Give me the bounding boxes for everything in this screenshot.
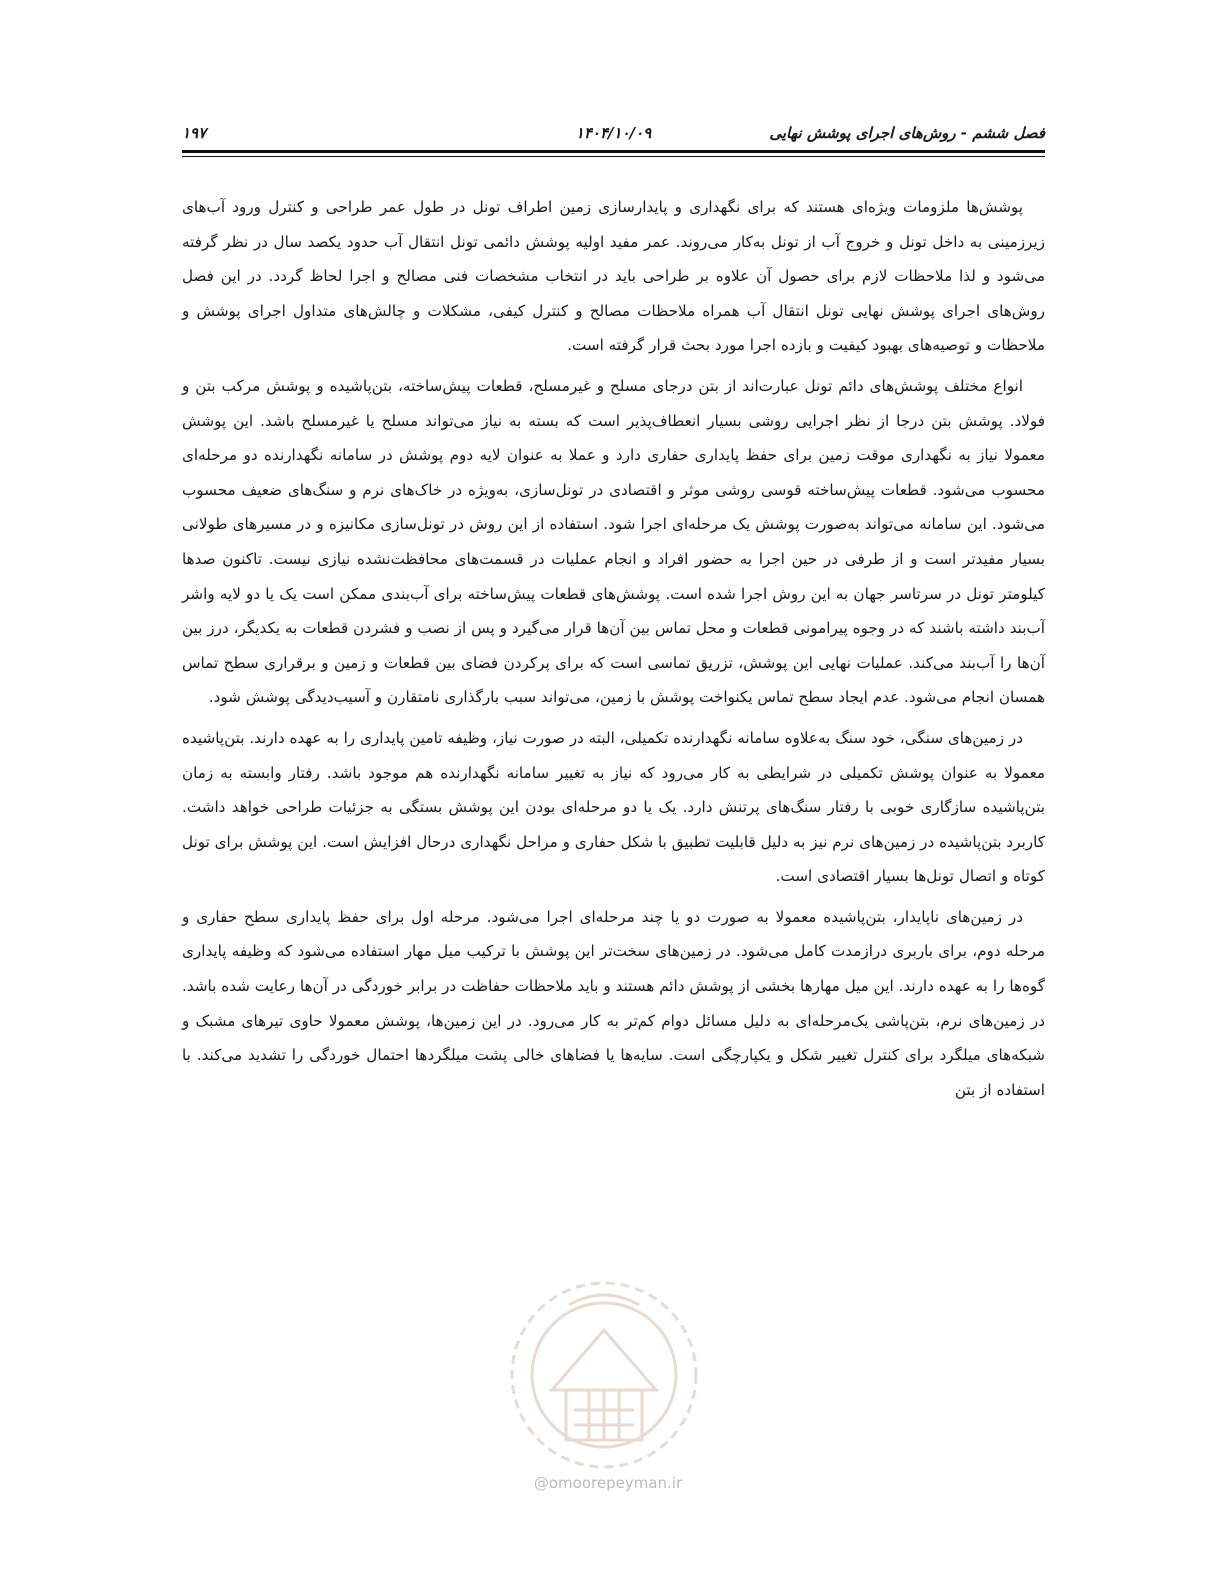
page-number: ۱۹۷ xyxy=(182,124,207,142)
paragraph-1: پوشش‌ها ملزومات ویژه‌ای هستند که برای نگهداری و پایدارسازی زمین اطراف تونل در طول عمر طراحی و کنترل ورود آب‌های زیرزمینی به داخل تونل و خروج آب از تونل به‌کار می‌روند. عمر مفید اولیه پوشش دائمی تونل انتقال آب حدود یکصد سال در نظر گرفته می‌شود و لذا ملاحظات لازم برای حصول آن علاوه بر طراحی باید در انتخاب مشخصات فنی مصالح و اجرا لحاظ گردد. در این فصل روش‌های اجرای پوشش نهایی تونل انتقال آب همراه ملاحظات مصالح و کنترل کیفی، مشکلات و چالش‌های متداول اجرای پوشش و ملاحظات و توصیه‌های بهبود کیفیت و بازده اجرا مورد بحث قرار گرفته است. xyxy=(182,198,1045,355)
header-rule-thick xyxy=(182,150,1045,153)
paragraph-4: در زمین‌های ناپایدار، بتن‌پاشیده معمولا به صورت دو یا چند مرحله‌ای اجرا می‌شود. مرحله اول برای حفظ پایداری سطح حفاری و مرحله دوم، برای باربری درازمدت کامل می‌شود. در زمین‌های سخت‌تر این پوشش با ترکیب میل مهار استفاده می‌شود که وظیفه پایداری گوه‌ها را به عهده دارند. این میل مهارها بخشی از پوشش دائم هستند و باید ملاحظات حفاظت در برابر خوردگی در آن‌ها رعایت شده باشد. در زمین‌های نرم، بتن‌پاشی یک‌مرحله‌ای به دلیل مسائل دوام کم‌تر به کار می‌رود. در این زمین‌ها، پوشش معمولا حاوی تیرهای مشبک و شبکه‌های میلگرد برای کنترل تغییر شکل و یکپارچگی است. سایه‌ها یا فضاهای خالی پشت میلگردها احتمال خوردگی را تشدید می‌کند. با استفاده از بتن xyxy=(182,907,1045,1099)
paragraph-2: انواع مختلف پوشش‌های دائم تونل عبارت‌اند از بتن درجای مسلح و غیرمسلح، قطعات پیش‌ساخته، بتن‌پاشیده و پوشش مرکب بتن و فولاد. پوشش بتن درجا از نظر اجرایی روشی بسیار انعطاف‌پذیر است که بسته به نیاز می‌تواند مسلح یا غیرمسلح باشد. این پوشش معمولا نیاز به نگهداری موقت زمین برای حفظ پایداری حفاری دارد و عملا به عنوان لایه دوم پوشش در سامانه نگهدارنده دو مرحله‌ای محسوب می‌شود. قطعات پیش‌ساخته قوسی روشی موثر و اقتصادی در تونل‌سازی، به‌ویژه در خاک‌های نرم و سنگ‌های ضعیف محسوب می‌شود. این سامانه می‌تواند به‌صورت پوشش یک مرحله‌ای اجرا شود. استفاده از این روش در تونل‌سازی مکانیزه و در مسیرهای طولانی بسیار مفیدتر است و از طرفی در حین اجرا به حضور افراد و انجام عملیات در قسمت‌های محافظت‌نشده نیازی نیست. تاکنون صدها کیلومتر تونل در سرتاسر جهان به این روش اجرا شده است. پوشش‌های قطعات پیش‌ساخته برای آب‌بندی ممکن است یک یا دو لایه واشر آب‌بند داشته باشند که در وجوه پیرامونی قطعات و محل تماس بین آن‌ها قرار می‌گیرد و پس از نصب و فشردن قطعات به یکدیگر، درز بین آن‌ها را آب‌بند می‌کند. عملیات نهایی این پوشش، تزریق تماسی است که برای پرکردن فضای بین قطعات و زمین و برقراری سطح تماس همسان انجام می‌شود. عدم ایجاد سطح تماس یکنواخت پوشش با زمین، می‌تواند سبب بارگذاری نامتقارن و آسیب‌دیدگی پوشش شود. xyxy=(182,376,1045,707)
header-date: ۱۴۰۴/۱۰/۰۹ xyxy=(575,124,652,142)
omoor-peyman-logo-icon xyxy=(474,1270,734,1480)
body-text xyxy=(182,190,1045,1113)
paragraph-3: در زمین‌های سنگی، خود سنگ به‌علاوه سامانه نگهدارنده تکمیلی، البته در صورت نیاز، وظیفه تامین پایداری را به عهده دارند. بتن‌پاشیده معمولا به عنوان پوشش تکمیلی در شرایطی به کار می‌رود که نیاز به تغییر سامانه نگهدارنده هم موجود باشد. رفتار وابسته به زمان بتن‌پاشیده سازگاری خوبی با رفتار سنگ‌های پرتنش دارد. یک یا دو مرحله‌ای بودن این پوشش بستگی به جزئیات طراحی خواهد داشت. کاربرد بتن‌پاشیده در زمین‌های نرم نیز به دلیل قابلیت تطبیق با شکل حفاری و مراحل نگهداری درحال افزایش است. این پوشش برای تونل کوتاه و اتصال تونل‌ها بسیار اقتصادی است. xyxy=(182,728,1045,886)
header-rule-thin xyxy=(182,156,1045,157)
chapter-title: فصل ششم - روش‌های اجرای پوشش نهایی xyxy=(769,124,1045,142)
running-header xyxy=(182,120,1045,150)
watermark-text: @omoorepeyman.ir xyxy=(533,1474,683,1492)
